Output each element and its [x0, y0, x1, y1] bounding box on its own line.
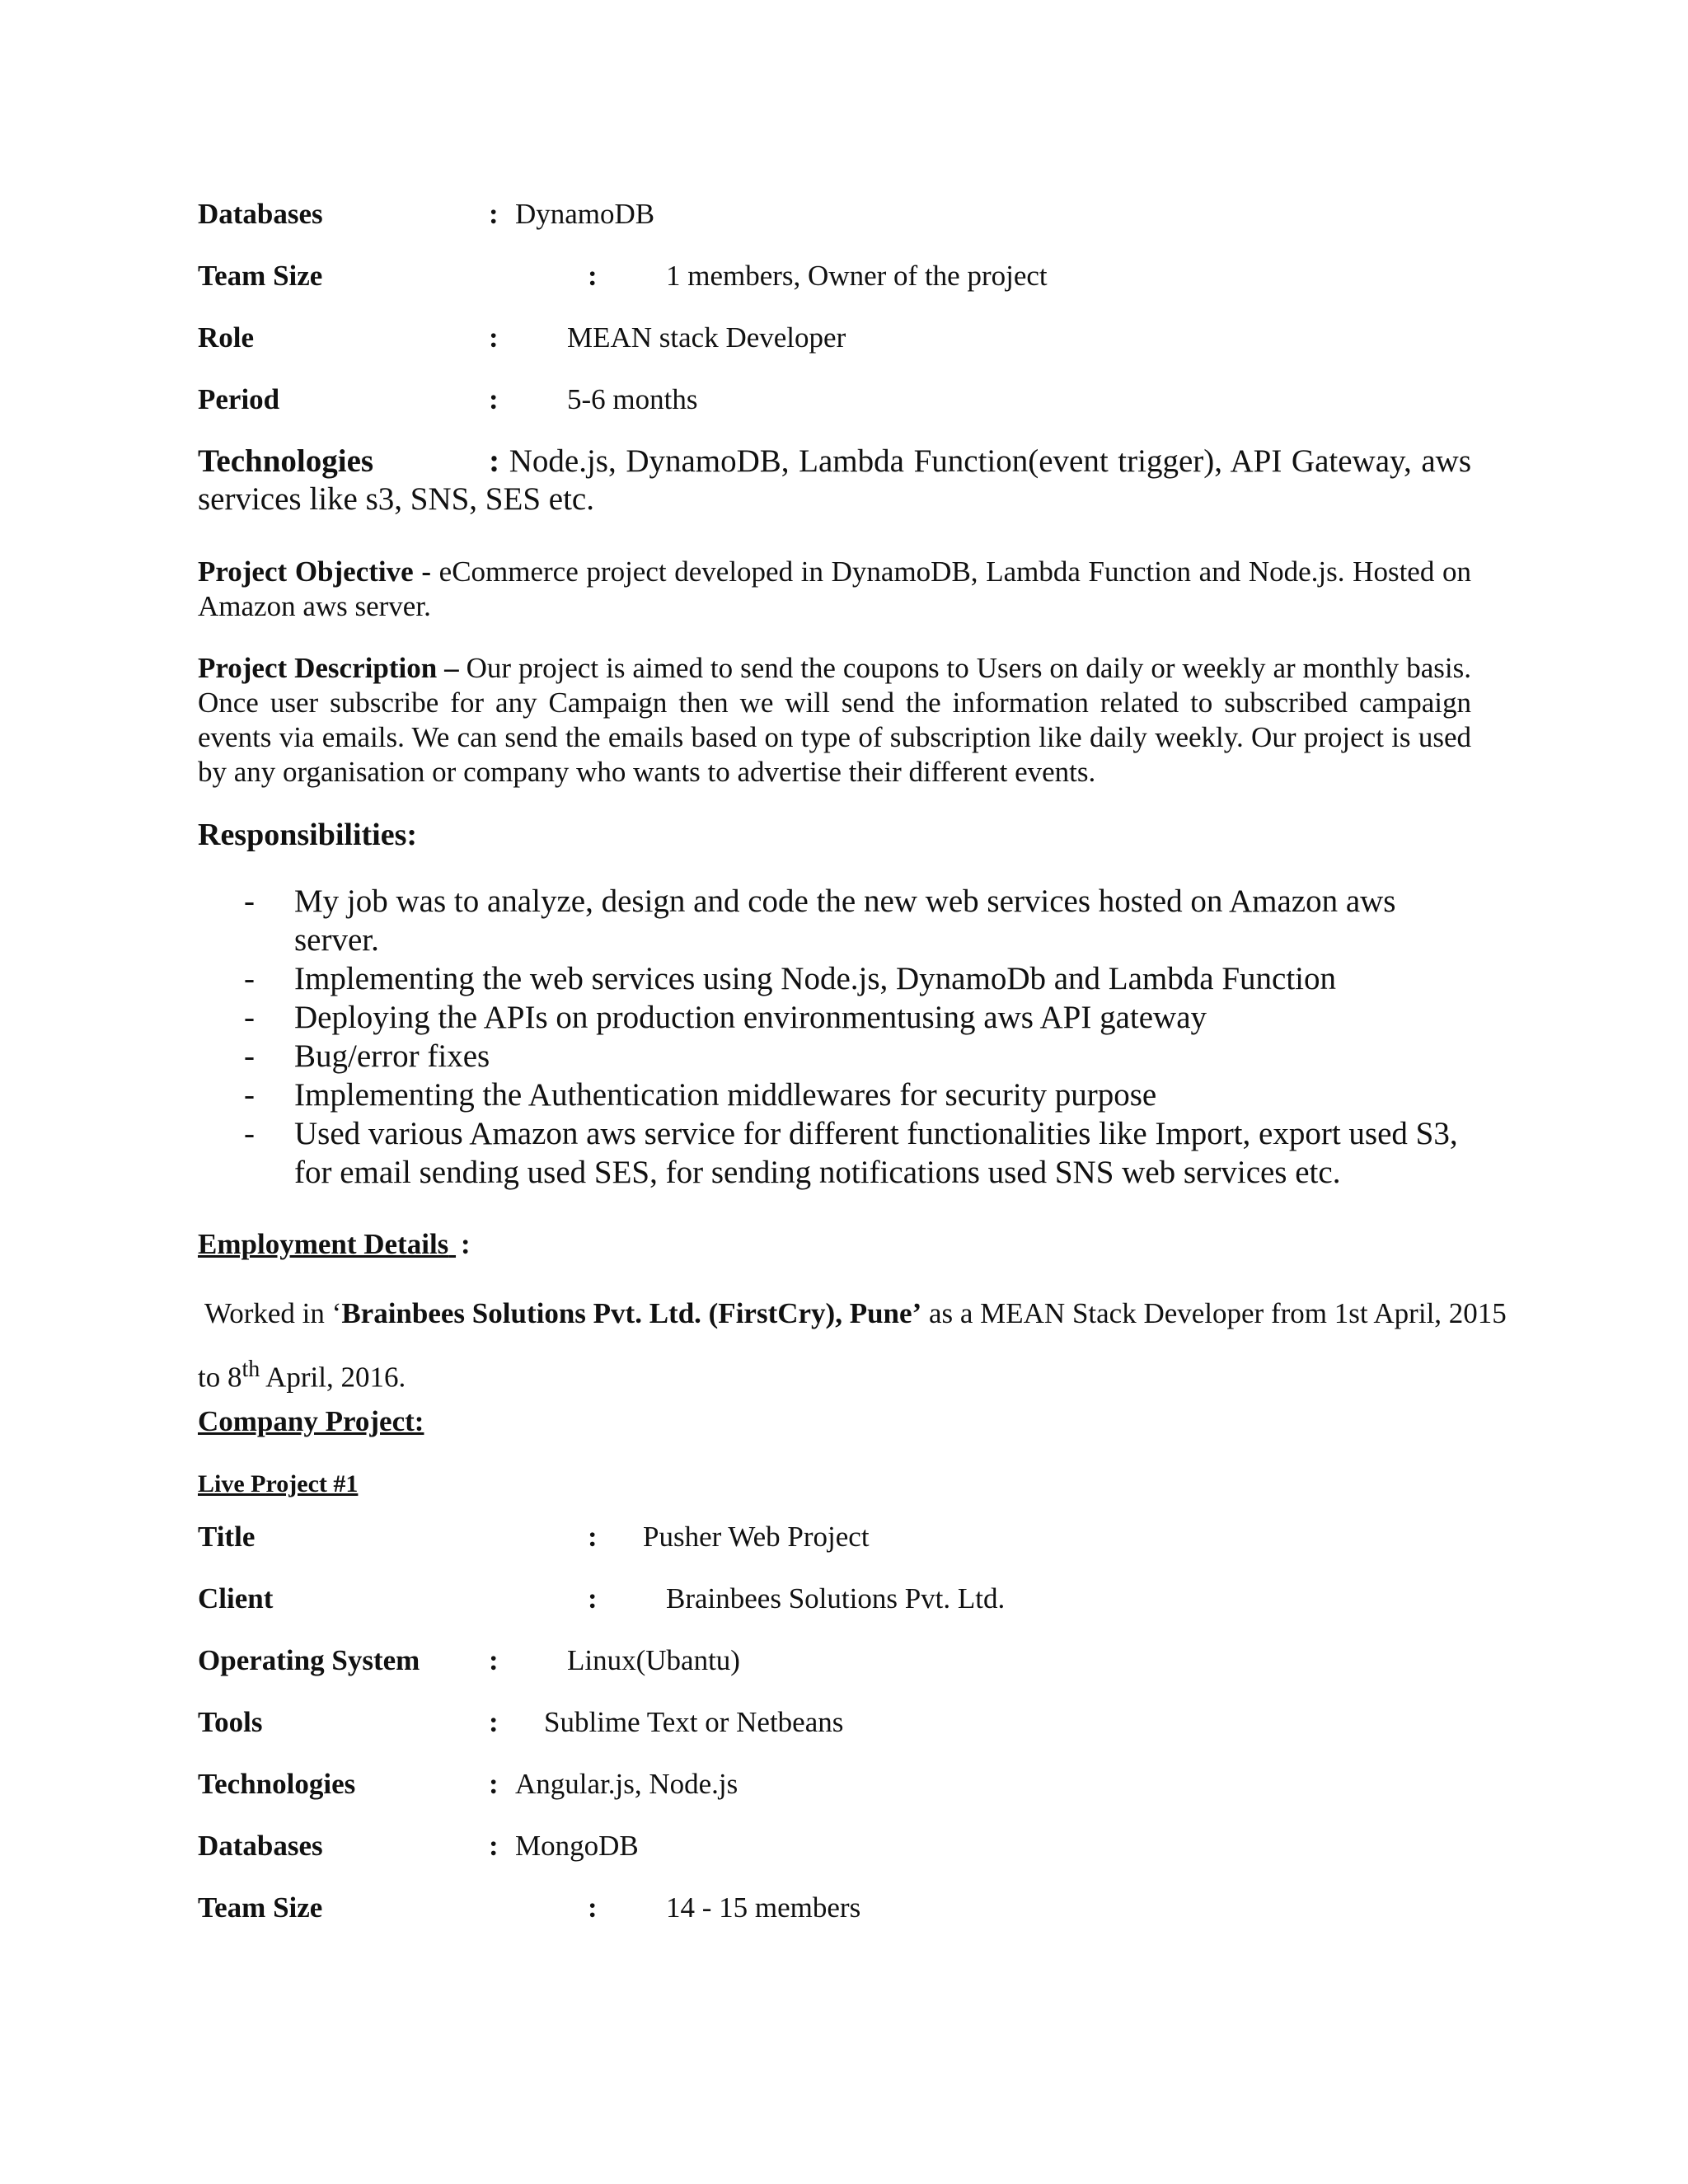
employment-heading-text: Employment Details: [198, 1228, 449, 1260]
cp-team-size-value: 14 - 15 members: [666, 1891, 861, 1924]
employment-heading-colon: :: [461, 1228, 471, 1260]
os-value: Linux(Ubantu): [567, 1644, 740, 1676]
team-size-colon: :: [588, 260, 598, 292]
os-colon: :: [489, 1644, 499, 1676]
tools-value: Sublime Text or Netbeans: [544, 1706, 844, 1738]
bullet-dash: -: [244, 1000, 255, 1035]
live-project-heading: Live Project #1: [198, 1470, 359, 1497]
employment-sup: th: [241, 1357, 260, 1382]
cp-technologies-value: Angular.js, Node.js: [515, 1768, 738, 1800]
bullet-dash: -: [244, 883, 255, 919]
project-description-label: Project Description –: [198, 652, 459, 684]
project-objective-text: eCommerce project developed in DynamoDB, Lambda Function and Node.js. Hosted on Amazon aws server.: [198, 555, 1471, 622]
employment-company: Brainbees Solutions Pvt. Ltd. (FirstCry), Pune’: [341, 1297, 922, 1329]
databases-colon: :: [489, 198, 499, 230]
databases-label: Databases: [198, 198, 323, 230]
role-label: Role: [198, 321, 255, 354]
cp-technologies-colon: :: [489, 1768, 499, 1800]
list-item: [198, 882, 1484, 959]
technologies-label: Technologies: [198, 443, 374, 479]
technologies-colon: :: [489, 443, 500, 479]
list-item: [198, 959, 1484, 998]
responsibilities-heading: Responsibilities:: [198, 818, 418, 852]
bullet-dash: -: [244, 1038, 255, 1074]
project-objective: [198, 555, 1471, 624]
project-description-text: Our project is aimed to send the coupons to Users on daily or weekly ar monthly basis. Once user subscribe for any Campaign then we will send the information related to subscribed campaign events via emails. We can send the emails based on type of subscription like daily weekly. Our project is used by any organisation or company who wants to advertise their different events.: [198, 652, 1471, 788]
employment-middle: as a MEAN Stack Developer from 1st April, 2015 to 8: [198, 1297, 1507, 1394]
period-colon: :: [489, 383, 499, 415]
list-item-text: Deploying the APIs on production environmentusing aws API gateway: [294, 1000, 1207, 1035]
list-item-text: Used various Amazon aws service for different functionalities like Import, export used S3, for email sending used SES, for sending notifications used SNS web services etc.: [294, 1116, 1458, 1190]
list-item: [198, 998, 1484, 1037]
team-size-label: Team Size: [198, 260, 323, 292]
team-size-value: 1 members, Owner of the project: [666, 260, 1048, 292]
cp-team-size-label: Team Size: [198, 1891, 323, 1924]
databases-value: DynamoDB: [515, 198, 655, 230]
list-item-text: My job was to analyze, design and code the new web services hosted on Amazon aws server.: [294, 883, 1396, 958]
client-colon: :: [588, 1582, 598, 1615]
tools-colon: :: [489, 1706, 499, 1738]
role-colon: :: [489, 321, 499, 354]
title-colon: :: [588, 1521, 598, 1553]
list-item-text: Implementing the Authentication middlewares for security purpose: [294, 1077, 1157, 1113]
employment-heading: [198, 1224, 471, 1265]
list-item-text: Implementing the web services using Node.js, DynamoDb and Lambda Function: [294, 961, 1336, 996]
os-label: Operating System: [198, 1644, 420, 1676]
cp-databases-value: MongoDB: [515, 1830, 639, 1862]
list-item: [198, 1037, 1484, 1076]
technologies-row: [198, 443, 1471, 518]
employment-suffix: April, 2016.: [265, 1361, 406, 1394]
cp-databases-label: Databases: [198, 1830, 323, 1862]
employment-details: [198, 1286, 1517, 1406]
list-item-text: Bug/error fixes: [294, 1038, 490, 1074]
employment-prefix: Worked in ‘: [204, 1297, 342, 1329]
cp-technologies-label: Technologies: [198, 1768, 356, 1800]
role-value: MEAN stack Developer: [567, 321, 846, 354]
project-description: [198, 651, 1471, 790]
bullet-dash: -: [244, 1116, 255, 1151]
company-project-heading: Company Project:: [198, 1405, 424, 1437]
cp-databases-colon: :: [489, 1830, 499, 1862]
list-item: [198, 1076, 1484, 1114]
responsibilities-list: [198, 882, 1484, 1192]
tools-label: Tools: [198, 1706, 263, 1738]
title-label: Title: [198, 1521, 256, 1553]
technologies-value: Node.js, DynamoDB, Lambda Function(event trigger), API Gateway, aws services like s3, SNS, SES etc.: [198, 443, 1472, 517]
bullet-dash: -: [244, 961, 255, 996]
period-value: 5-6 months: [567, 383, 698, 415]
cp-team-size-colon: :: [588, 1891, 598, 1924]
bullet-dash: -: [244, 1077, 255, 1113]
title-value: Pusher Web Project: [643, 1521, 870, 1553]
period-label: Period: [198, 383, 280, 415]
client-value: Brainbees Solutions Pvt. Ltd.: [666, 1582, 1006, 1615]
project-objective-label: Project Objective -: [198, 555, 431, 588]
list-item: [198, 1114, 1484, 1192]
client-label: Client: [198, 1582, 274, 1615]
